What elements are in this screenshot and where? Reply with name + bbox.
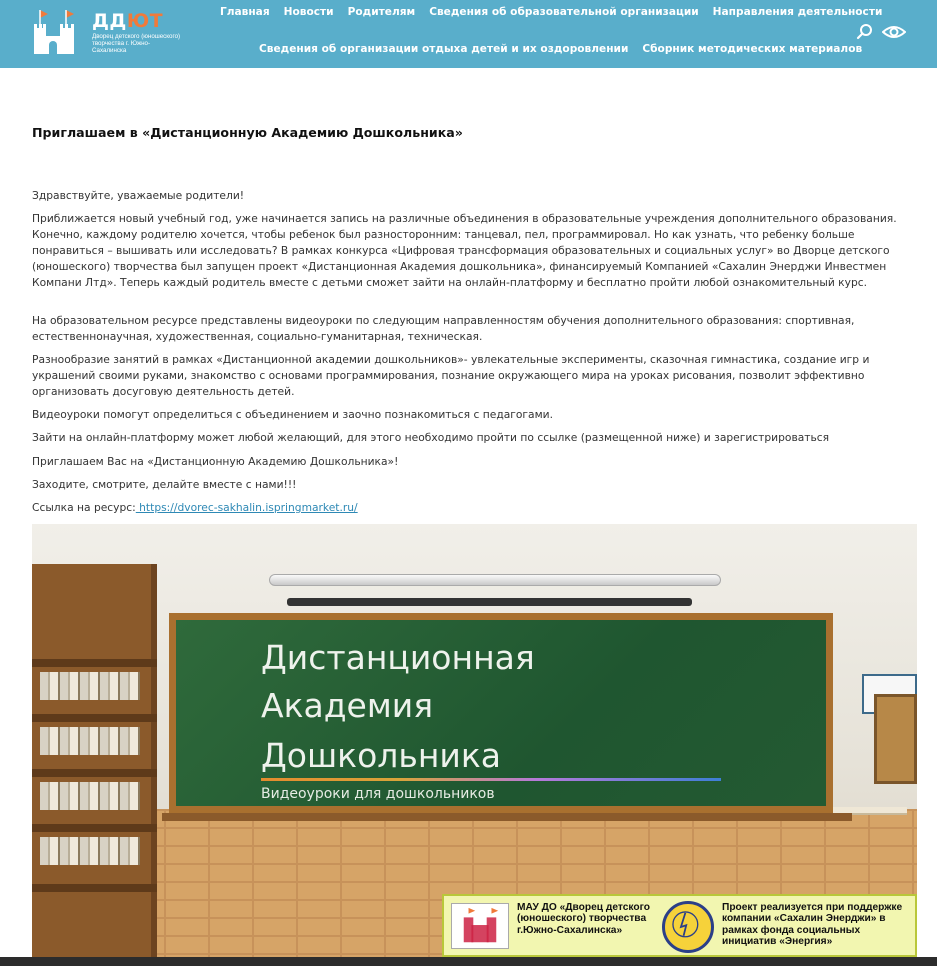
hero-image bbox=[32, 524, 917, 957]
banner-org-text: МАУ ДО «Дворец детского (юношеского) творчества г.Южно-Сахалинска» bbox=[517, 902, 650, 936]
site-logo[interactable] bbox=[30, 8, 180, 58]
article-paragraph-invite: Приглашаем Вас на «Дистанционную Академию Дошкольника»! bbox=[32, 455, 399, 468]
shelf-board bbox=[32, 884, 157, 892]
ddyut-castle-logo-icon bbox=[451, 903, 509, 949]
sponsor-banner bbox=[442, 894, 917, 957]
article-paragraph-directions: На образовательном ресурсе представлены видеоуроки по следующим направленностям обучения дополнительного образования: спортивная, естественнонаучная, художественная, социально-гуманитарная, техническая. bbox=[32, 314, 855, 343]
shelf-board bbox=[32, 659, 157, 667]
screen-bar bbox=[287, 598, 692, 606]
article-paragraph-intro: Приближается новый учебный год, уже начинается запись на различные объединения в образовательные учреждения дополнительного образования. Конечно, каждому родителю хочется, чтобы ребенок был разносторонним: танцевал, пел, программировал. Но как узнать, что ребенку больше понравиться – вышивать или исследовать? В рамках конкурса «Цифровая трансформация образовательных и социальных услуг» во Дворце детского (юношеского) творчества был запущен проект «Дистанционная Академия дошкольника», финансируемый Компанией «Сахалин Энерджи Инвестмен Компани Лтд». Теперь каждый родитель вместе с детьми сможет зайти на онлайн-платформу и бесплатно пройти любой ознакомительный курс. bbox=[32, 212, 897, 289]
article-title: Приглашаем в «Дистанционную Академию Дошкольника» bbox=[32, 125, 463, 140]
nav-item-news[interactable]: Новости bbox=[283, 6, 334, 18]
bookshelf bbox=[32, 564, 157, 957]
logo-abbr: ДДЮТ bbox=[92, 10, 164, 32]
main-nav-row1 bbox=[213, 6, 889, 18]
article-paragraph-cta: Заходите, смотрите, делайте вместе с нами!!! bbox=[32, 478, 297, 491]
projector-screen-case bbox=[269, 574, 721, 586]
resource-link[interactable]: https://dvorec-sakhalin.ispringmarket.ru/ bbox=[135, 501, 358, 514]
books bbox=[40, 782, 140, 810]
books bbox=[40, 837, 140, 865]
energy-fund-logo-icon bbox=[662, 901, 714, 953]
nav-item-methods[interactable]: Сборник методических материалов bbox=[642, 43, 863, 55]
shelf-board bbox=[32, 769, 157, 777]
nav-item-parents[interactable]: Родителям bbox=[347, 6, 416, 18]
board-title-line3: Дошкольника bbox=[261, 736, 502, 775]
article-paragraph-variety: Разнообразие занятий в рамках «Дистанционной академии дошкольников»- увлекательные эксперименты, сказочная гимнастика, создание игр и украшений своими руками, знакомство с основами программирования, познание окружающего мира на уроках рисования, позволит эффективно организовать досуговую деятельность детей. bbox=[32, 353, 870, 398]
nav-item-recreation[interactable]: Сведения об организации отдыха детей и их оздоровлении bbox=[259, 43, 629, 55]
nav-item-org-info[interactable]: Сведения об образовательной организации bbox=[429, 6, 699, 18]
castle-logo-icon bbox=[30, 8, 78, 56]
board-subtitle: Видеоуроки для дошкольников bbox=[261, 786, 495, 802]
board-title-line2: Академия bbox=[261, 686, 434, 725]
shelf-board bbox=[32, 824, 157, 832]
article-paragraph-greeting: Здравствуйте, уважаемые родители! bbox=[32, 189, 245, 202]
books bbox=[40, 672, 140, 700]
search-icon[interactable] bbox=[855, 22, 875, 42]
nav-item-home[interactable]: Главная bbox=[220, 6, 270, 18]
shelf-board bbox=[32, 714, 157, 722]
nav-item-activities[interactable]: Направления деятельности bbox=[712, 6, 883, 18]
article-resource-line bbox=[32, 500, 912, 516]
article-paragraph-videos: Видеоуроки помогут определиться с объединением и заочно познакомиться с педагогами. bbox=[32, 408, 553, 421]
resource-label: Ссылка на ресурс: bbox=[32, 501, 136, 514]
bottom-bar bbox=[0, 957, 937, 966]
site-header bbox=[0, 0, 937, 68]
cork-board bbox=[874, 694, 917, 784]
eye-icon[interactable] bbox=[882, 22, 906, 42]
logo-subtitle: Дворец детского (юношеского) творчества г. Южно-Сахалинска bbox=[92, 33, 181, 54]
main-nav-row2 bbox=[252, 43, 869, 55]
board-title-line1: Дистанционная bbox=[261, 638, 535, 677]
board-underline bbox=[261, 778, 721, 781]
chalk-tray bbox=[162, 813, 852, 821]
banner-support-text: Проект реализуется при поддержке компании «Сахалин Энерджи» в рамках фонда социальных инициатив «Энергия» bbox=[722, 902, 903, 947]
chalkboard bbox=[169, 613, 833, 813]
books bbox=[40, 727, 140, 755]
article-paragraph-register: Зайти на онлайн-платформу может любой желающий, для этого необходимо пройти по ссылке (размещенной ниже) и зарегистрироваться bbox=[32, 431, 830, 444]
